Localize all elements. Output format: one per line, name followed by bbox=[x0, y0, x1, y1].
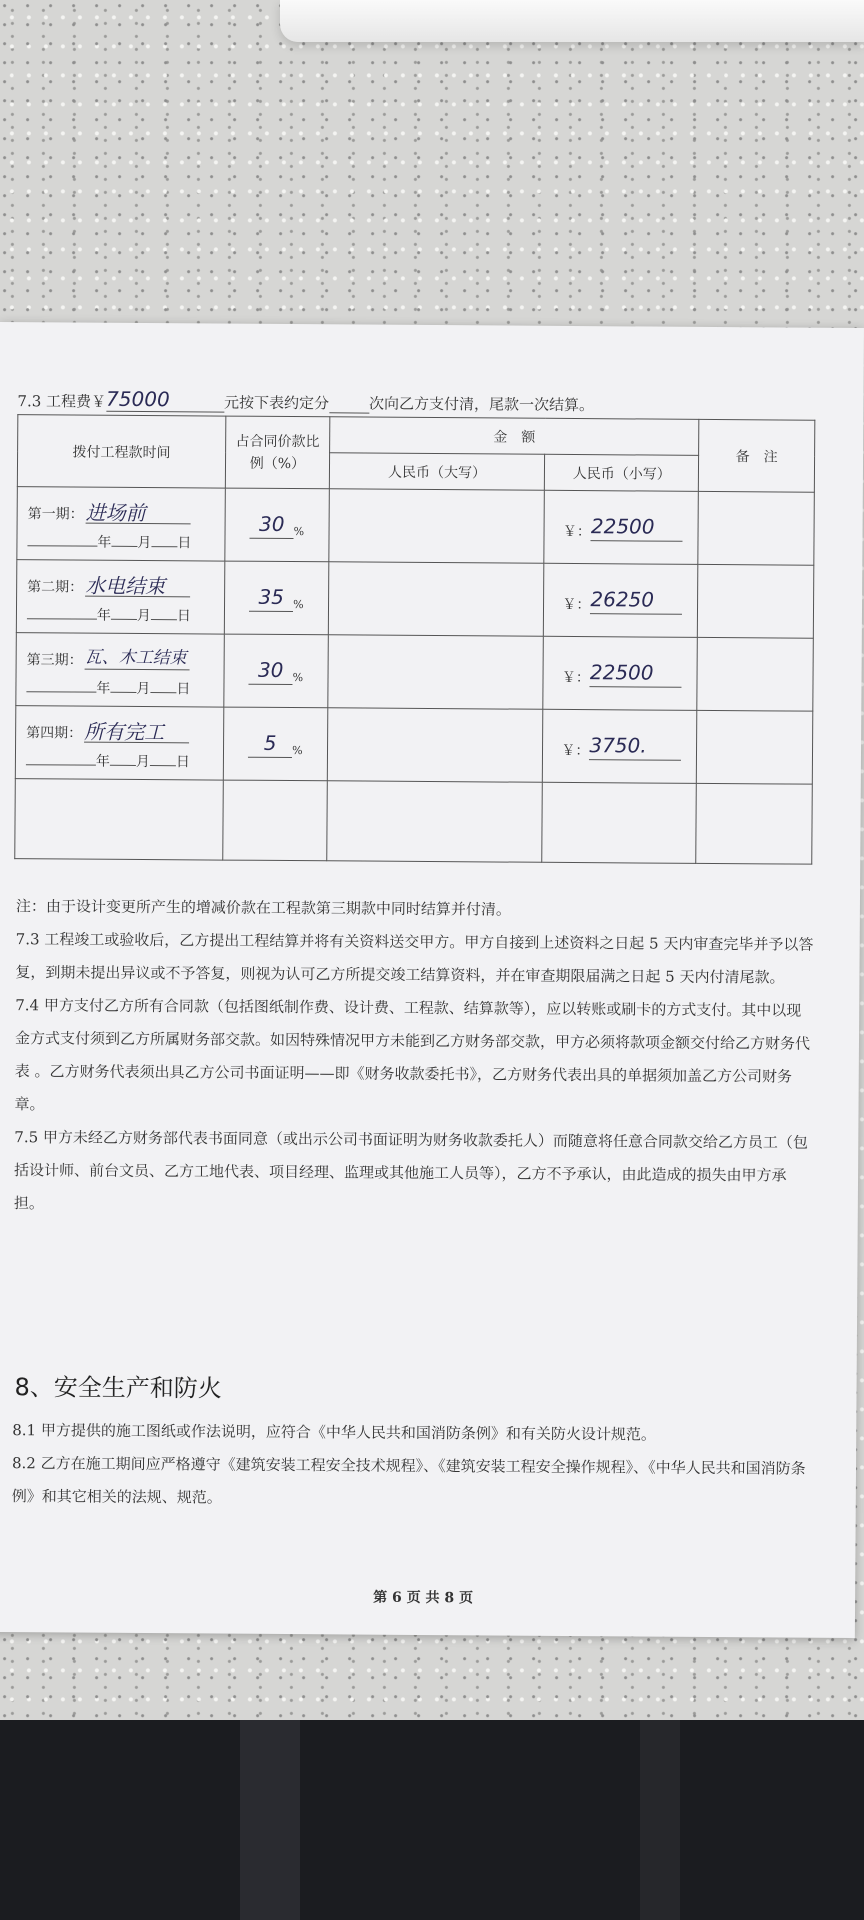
rmb-upper-cell bbox=[328, 635, 544, 710]
amount-value: 22500 bbox=[590, 660, 682, 688]
installments-blank bbox=[329, 394, 369, 413]
clause-7-3-text: 7.3 工程竣工或验收后，乙方提出工程结算并将有关资料送交甲方。甲方自接到上述资料之日起 5 天内审查完毕并予以答复，到期未提出异议或不予答复，则视为认可乙方所提交竣工结算资料，并在审查期限届满之日起 5 天内付清尾款。 bbox=[15, 930, 814, 987]
period-desc: 水电结束 bbox=[85, 569, 190, 597]
table-row: 第三期： 瓦、木工结束 年 月 日 30 % ￥：22500 bbox=[16, 633, 813, 712]
background-object bbox=[280, 0, 864, 42]
amount-value: 3750. bbox=[589, 733, 681, 761]
clause-prefix: 7.3 工程费￥ bbox=[17, 392, 107, 411]
header-payment-time: 拨付工程款时间 bbox=[17, 415, 225, 488]
clause-8-1-text: 8.1 甲方提供的施工图纸或作法说明，应符合《中华人民共和国消防条例》和有关防火设计规范。 bbox=[12, 1421, 656, 1444]
period-label: 第三期： bbox=[26, 651, 83, 669]
table-row: 第四期： 所有完工 年 月 日 5 % ￥：3750. bbox=[15, 706, 812, 785]
clause-8-2-text: 8.2 乙方在施工期间应严格遵守《建筑安装工程安全技术规程》、《建筑安装工程安全操作规程》、《中华人民共和国消防条例》和其它相关的法规、规范。 bbox=[11, 1454, 806, 1507]
remark-cell bbox=[698, 491, 814, 565]
total-amount-handwritten: 75000 bbox=[106, 387, 224, 413]
ratio-value: 30 bbox=[250, 511, 294, 538]
floor-background bbox=[0, 1720, 864, 1920]
header-ratio: 占合同价款比例（%） bbox=[225, 416, 329, 489]
rmb-upper-cell bbox=[329, 489, 545, 564]
table-row: 第一期： 进场前 年 月 日 30 % ￥：22500 bbox=[17, 487, 814, 566]
period-desc: 进场前 bbox=[86, 496, 191, 524]
ratio-value: 5 bbox=[248, 730, 292, 757]
remark-cell bbox=[697, 637, 813, 711]
contract-page bbox=[0, 322, 864, 1638]
table-row-empty bbox=[15, 779, 813, 865]
header-rmb-lower: 人民币（小写） bbox=[545, 454, 699, 491]
table-row: 第二期： 水电结束 年 月 日 35 % ￥：26250 bbox=[16, 560, 813, 639]
period-label: 第二期： bbox=[27, 578, 84, 596]
payment-schedule-table bbox=[14, 414, 815, 865]
clause-suffix: 次向乙方支付清，尾款一次结算。 bbox=[369, 394, 595, 415]
clause-7-5-text: 7.5 甲方未经乙方财务部代表书面同意（或出示公司书面证明为财务收款委托人）而随意将任意合同款交给乙方员工（包括设计师、前台文员、乙方工地代表、项目经理、监理或其他施工人员等），乙方不予承认，由此造成的损失由甲方承担。 bbox=[13, 1128, 808, 1213]
amount-value: 22500 bbox=[591, 514, 683, 542]
ratio-value: 35 bbox=[249, 584, 293, 611]
remark-cell bbox=[698, 564, 814, 638]
rmb-upper-cell bbox=[327, 708, 543, 783]
rmb-upper-cell bbox=[328, 562, 544, 637]
page-number: 第 6 页 共 8 页 bbox=[373, 1589, 474, 1607]
remark-cell bbox=[697, 710, 813, 784]
clause-7-3-heading bbox=[17, 386, 857, 417]
clauses-8 bbox=[12, 1414, 813, 1519]
period-desc: 所有完工 bbox=[84, 715, 189, 743]
section-8-title: 8、安全生产和防火 bbox=[14, 1373, 222, 1403]
clause-mid: 元按下表约定分 bbox=[224, 393, 330, 413]
header-rmb-upper: 人民币（大写） bbox=[329, 453, 545, 491]
amount-value: 26250 bbox=[590, 587, 682, 615]
header-amount: 金 额 bbox=[329, 417, 699, 456]
note-text: 注：由于设计变更所产生的增减价款在工程款第三期款中同时结算并付清。 bbox=[15, 897, 511, 919]
period-label: 第四期： bbox=[26, 724, 83, 742]
ratio-value: 30 bbox=[249, 657, 293, 684]
header-remark: 备 注 bbox=[699, 419, 815, 492]
period-desc: 瓦、木工结束 bbox=[85, 642, 190, 670]
clauses-7 bbox=[14, 890, 816, 1226]
clause-7-4-text: 7.4 甲方支付乙方所有合同款（包括图纸制作费、设计费、工程款、结算款等），应以转账或刷卡的方式支付。其中以现金方式支付须到乙方所属财务部交款。如因特殊情况甲方未能到乙方财务部交款，甲方必须将款项金额交付给乙方财务代表 。乙方财务代表须出具乙方公司书面证明——即《财务收款委托书》，乙方财务代表出具的单据须加盖乙方公司财务章。 bbox=[14, 996, 811, 1114]
period-label: 第一期： bbox=[27, 505, 84, 523]
